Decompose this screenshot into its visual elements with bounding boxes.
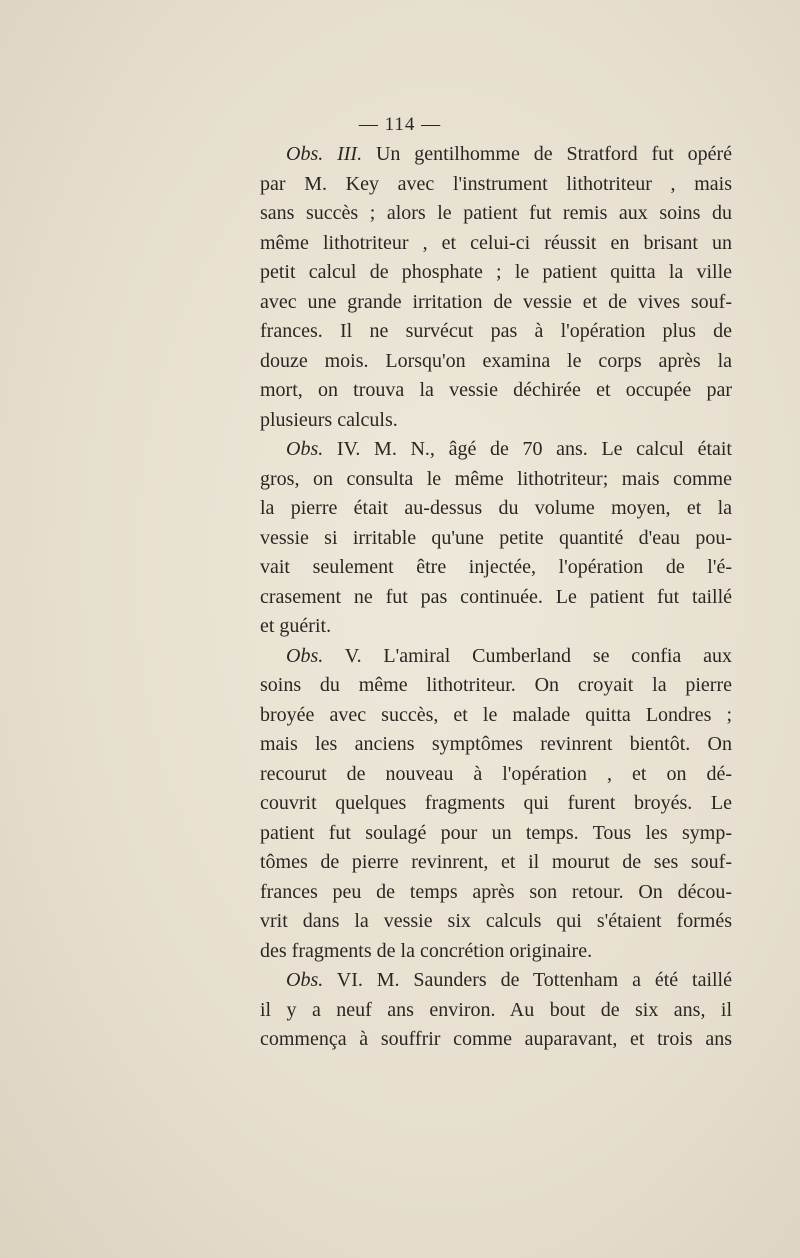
text-line: soins du même lithotriteur. On croyait la pierre: [260, 674, 732, 696]
text-line: vrit dans la vessie six calculs qui s'étaient formés: [260, 910, 732, 932]
text-line: [260, 966, 732, 996]
paragraph-obs-v: [260, 642, 732, 967]
text-line: avec une grande irritation de vessie et de vives souf-: [260, 290, 732, 313]
text-line: commença à souffrir comme auparavant, et trois ans: [260, 1028, 732, 1050]
paragraph-obs-iii: [260, 140, 732, 435]
text-line: tômes de pierre revinrent, et il mourut de ses souf-: [260, 851, 732, 873]
text-line: vessie si irritable qu'une petite quantité d'eau pou-: [260, 526, 732, 549]
text-line: [260, 642, 732, 672]
text-line: et guérit.: [260, 615, 332, 637]
text-line: il y a neuf ans environ. Au bout de six ans, il: [260, 998, 732, 1021]
line-text: IV. M. N., âgé de 70 ans. Le calcul était: [323, 438, 732, 460]
text-line: par M. Key avec l'instrument lithotriteur , mais: [260, 172, 732, 195]
text-line: couvrit quelques fragments qui furent broyés. Le: [260, 792, 732, 814]
text-line: des fragments de la concrétion originaire.: [260, 939, 593, 962]
body-text: [260, 140, 732, 1055]
text-line: frances. Il ne survécut pas à l'opération plus de: [260, 320, 732, 342]
obs-label: Obs.: [286, 644, 324, 667]
text-line: crasement ne fut pas continuée. Le patient fut taillé: [260, 585, 732, 608]
obs-label: Obs.: [286, 969, 324, 991]
text-line: frances peu de temps après son retour. On décou-: [260, 880, 732, 903]
text-line: broyée avec succès, et le malade quitta Londres ;: [260, 703, 732, 726]
text-line: gros, on consulta le même lithotriteur; mais comme: [260, 467, 732, 490]
text-line: vait seulement être injectée, l'opération de l'é-: [260, 556, 732, 578]
line-text: V. L'amiral Cumberland se confia aux: [323, 644, 732, 667]
paragraph-obs-iv: [260, 435, 732, 642]
obs-label: Obs. III.: [286, 143, 363, 165]
text-line: la pierre était au-dessus du volume moyen, et la: [260, 497, 732, 519]
text-line: sans succès ; alors le patient fut remis aux soins du: [260, 202, 732, 224]
text-line: recourut de nouveau à l'opération , et on dé-: [260, 762, 732, 785]
text-line: mort, on trouva la vessie déchirée et occupée par: [260, 379, 732, 401]
text-line: plusieurs calculs.: [260, 408, 398, 431]
text-line: [260, 140, 732, 170]
text-line: petit calcul de phosphate ; le patient quitta la ville: [260, 261, 732, 283]
page-number: — 114 —: [358, 114, 442, 135]
line-text: VI. M. Saunders de Tottenham a été taillé: [323, 969, 732, 991]
text-line: patient fut soulagé pour un temps. Tous les symp-: [260, 821, 732, 844]
text-line: [260, 435, 732, 465]
text-line: mais les anciens symptômes revinrent bientôt. On: [260, 733, 732, 755]
line-text: Un gentilhomme de Stratford fut opéré: [362, 143, 732, 165]
text-line: douze mois. Lorsqu'on examina le corps après la: [260, 349, 732, 372]
text-line: même lithotriteur , et celui-ci réussit en brisant un: [260, 231, 732, 254]
obs-label: Obs.: [286, 438, 324, 460]
paragraph-obs-vi: [260, 966, 732, 1055]
